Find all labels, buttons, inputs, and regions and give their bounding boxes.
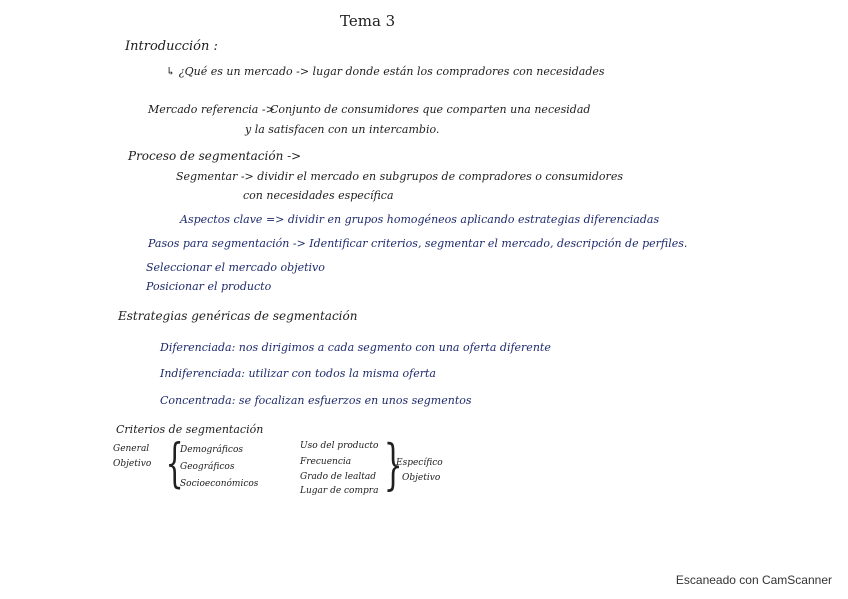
especifico-item-frecuencia: Frecuencia (300, 457, 352, 467)
mercado-referencia-line-1: Conjunto de consumidores que comparten una necesidad (270, 103, 591, 116)
especifico-item-lealtad: Grado de lealtad (300, 472, 377, 482)
general-item-demograficos: Demográficos (180, 445, 244, 455)
estrategia-concentrada: Concentrada: se focalizan esfuerzos en unos segmentos (160, 394, 472, 407)
general-label-1: General (113, 444, 150, 454)
mercado-referencia-label: Mercado referencia -> (148, 103, 275, 116)
especifico-label-1: Específico (396, 458, 443, 468)
intro-line-1: ↳ ¿Qué es un mercado -> lugar donde están los compradores con necesidades (166, 65, 605, 78)
estrategias-heading: Estrategias genéricas de segmentación (118, 309, 358, 323)
pasos-segmentacion: Pasos para segmentación -> Identificar criterios, segmentar el mercado, descripción de perfiles. (148, 237, 688, 250)
especifico-item-lugar: Lugar de compra (300, 486, 379, 496)
right-brace-icon: } (383, 433, 403, 496)
proceso-heading: Proceso de segmentación -> (128, 149, 302, 163)
intro-heading: Introducción : (125, 39, 218, 54)
especifico-label-2: Objetivo (402, 473, 441, 483)
especifico-item-uso: Uso del producto (300, 441, 379, 451)
general-item-socioeconomicos: Socioeconómicos (180, 479, 259, 489)
camscanner-watermark: Escaneado con CamScanner (675, 573, 832, 587)
left-brace-icon: { (165, 434, 184, 494)
segmentar-line-1: Segmentar -> dividir el mercado en subgrupos de compradores o consumidores (176, 170, 623, 183)
seleccionar-mercado: Seleccionar el mercado objetivo (146, 261, 325, 274)
mercado-referencia-line-2: y la satisfacen con un intercambio. (245, 123, 440, 136)
general-label-2: Objetivo (113, 459, 152, 469)
criterios-heading: Criterios de segmentación (116, 423, 264, 436)
page-title: Tema 3 (340, 12, 396, 30)
general-item-geograficos: Geográficos (180, 462, 235, 472)
segmentar-line-2: con necesidades específica (243, 189, 394, 202)
estrategia-indiferenciada: Indiferenciada: utilizar con todos la misma oferta (160, 367, 436, 380)
estrategia-diferenciada: Diferenciada: nos dirigimos a cada segmento con una oferta diferente (160, 341, 551, 354)
aspectos-clave: Aspectos clave => dividir en grupos homogéneos aplicando estrategias diferenciadas (180, 213, 660, 226)
posicionar-producto: Posicionar el producto (146, 280, 272, 293)
